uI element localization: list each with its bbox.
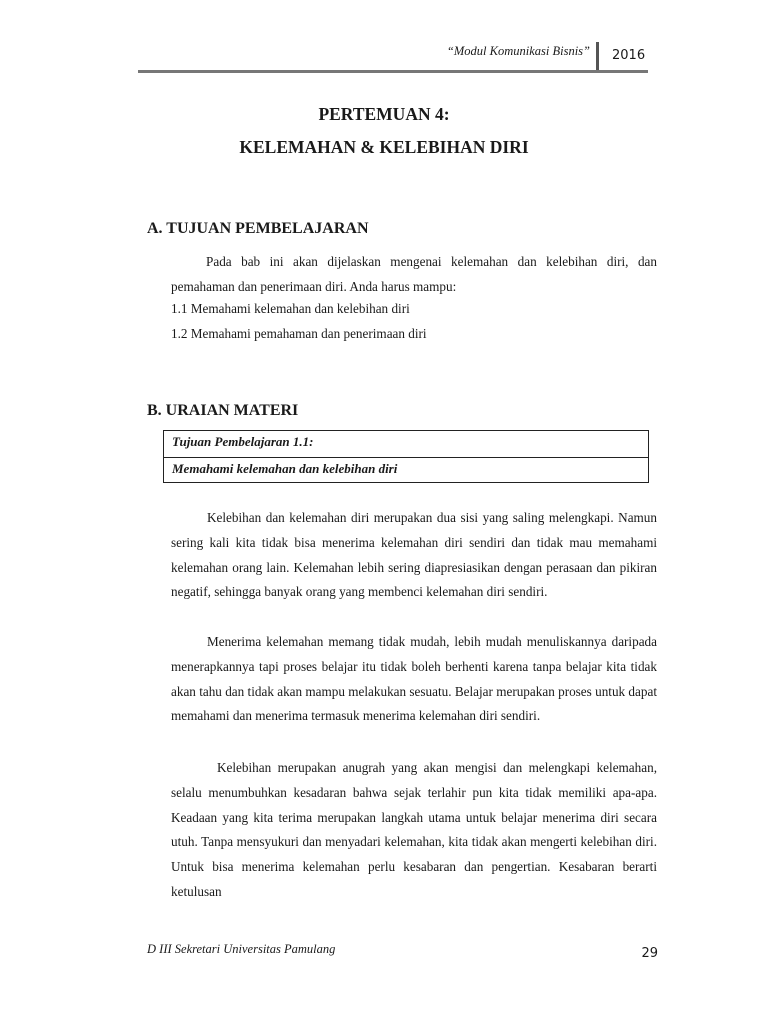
objective-list-item: 1.2 Memahami pemahaman dan penerimaan diri — [171, 326, 427, 341]
body-paragraph-3: Kelebihan merupakan anugrah yang akan mengisi dan melengkapi kelemahan, selalu menumbuhkan kesadaran bahwa sejak terlahir pun kita tidak memiliki apa-apa. Keadaan yang kita terima merupakan langkah utama untuk belajar menerima diri secara utuh. Tanpa mensyukuri dan menyadari kelemahan, kita tidak akan mengerti kelebihan diri. Untuk bisa menerima kelemahan perlu kesabaran dan pengertian. Kesabaran berarti ketulusan — [171, 760, 657, 899]
footer-institution: D III Sekretari Universitas Pamulang — [147, 942, 336, 956]
section-a-intro: Pada bab ini akan dijelaskan mengenai kelemahan dan kelebihan diri, dan pemahaman dan penerimaan diri. Anda harus mampu: — [171, 254, 657, 294]
learning-objective-box — [163, 430, 649, 483]
footer-page-number: 29 — [641, 946, 658, 961]
objective-box-text: Memahami kelemahan dan kelebihan diri — [164, 457, 648, 483]
body-paragraph-2: Menerima kelemahan memang tidak mudah, lebih mudah menuliskannya daripada menerapkannya tapi proses belajar itu tidak boleh berhenti karena tanpa belajar kita tidak akan tahu dan tidak akan mampu melakukan sesuatu. Belajar merupakan proses untuk dapat memahami dan menerima termasuk menerima kelemahan diri sendiri. — [171, 634, 657, 724]
header-year: 2016 — [612, 48, 646, 63]
page-title-line1: PERTEMUAN 4: — [318, 104, 450, 124]
body-paragraph-1: Kelebihan dan kelemahan diri merupakan dua sisi yang saling melengkapi. Namun sering kali kita tidak bisa menerima kelemahan diri sendiri dan tidak mau memahami kelemahan orang lain. Kelemahan lebih sering diapresiasikan dengan perasaan dan pikiran negatif, sehingga banyak orang yang membenci kelemahan diri sendiri. — [171, 510, 657, 600]
header-module-title: “Modul Komunikasi Bisnis” — [446, 44, 590, 58]
section-a-heading: A. TUJUAN PEMBELAJARAN — [147, 220, 369, 237]
header-divider — [596, 42, 599, 72]
section-b-heading: B. URAIAN MATERI — [147, 402, 299, 419]
header-rule — [138, 70, 648, 73]
objective-list-item: 1.1 Memahami kelemahan dan kelebihan diri — [171, 301, 410, 316]
objective-box-label: Tujuan Pembelajaran 1.1: — [172, 434, 314, 449]
page-title-line2: KELEMAHAN & KELEBIHAN DIRI — [239, 137, 529, 157]
